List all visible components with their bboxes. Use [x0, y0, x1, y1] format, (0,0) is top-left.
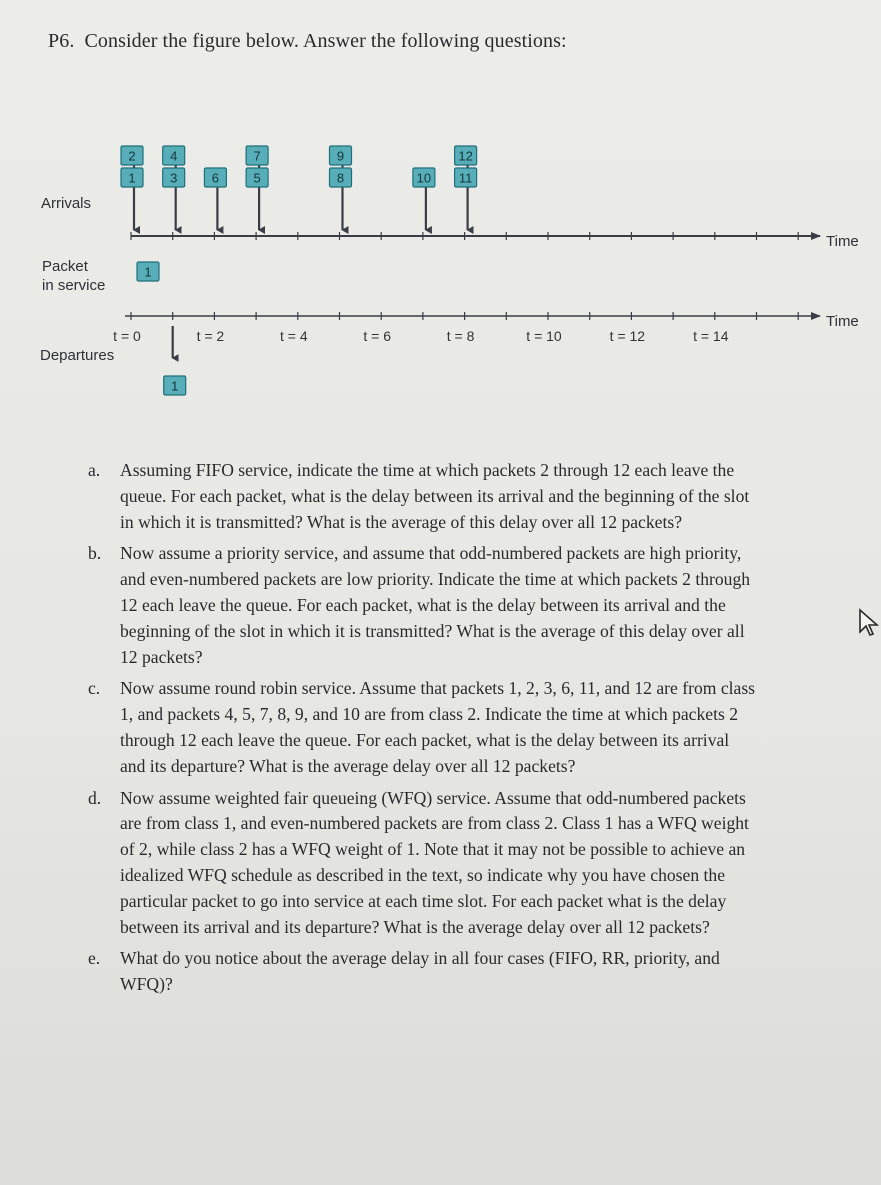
question-item: [88, 946, 758, 998]
arrival-packet-label: 7: [253, 148, 261, 164]
time-tick-label: t = 6: [363, 328, 392, 344]
arrival-packet-label: 10: [416, 170, 432, 186]
arrival-packet-label: 5: [253, 170, 261, 186]
arrival-packet-label: 6: [211, 170, 220, 186]
question-letter: b.: [88, 543, 102, 564]
time-axis-label-arrivals: Time: [826, 233, 859, 250]
arrival-packet-label: 4: [170, 148, 178, 164]
departures-label: Departures: [40, 347, 115, 364]
time-tick-label: t = 8: [446, 328, 475, 344]
question-letter: a.: [88, 460, 101, 480]
question-list: [88, 458, 758, 1004]
arrival-packet-label: 2: [128, 148, 136, 164]
packet-timeline-diagram: [0, 0, 881, 420]
arrival-packet-label: 9: [336, 148, 345, 164]
time-tick-label: t = 0: [113, 328, 141, 344]
time-tick-label: t = 4: [279, 328, 308, 344]
question-text: Now assume a priority service, and assume that odd-numbered packets are high priority, and even-numbered packets are low priority. Indicate the time at which packets 2 through 12 each leave the queue. For each packet, what is the delay between its arrival and the beginning of the slot in which it is transmitted? What is the average of this delay over all 12 packets?: [120, 543, 751, 667]
arrival-packet-label: 1: [128, 170, 136, 186]
question-text: Now assume round robin service. Assume that packets 1, 2, 3, 6, 11, and 12 are from class 1, and packets 4, 5, 7, 8, 9, and 10 are from class 2. Indicate the time at which packets 2 through 12 each leave the queue. For each packet, what is the delay between its arrival and its departure? What is the average delay over all 12 packets?: [120, 678, 756, 776]
problem-number: P6.: [48, 30, 75, 52]
question-text: Assuming FIFO service, indicate the time at which packets 2 through 12 each leave the queue. For each packet, what is the delay between its arrival and the beginning of the slot in which it is transmitted? What is the average of this delay over all 12 packets?: [120, 460, 750, 532]
question-item: [88, 458, 758, 535]
packet-in-service-label-line2: in service: [42, 277, 106, 294]
question-letter: d.: [88, 787, 102, 808]
question-text: What do you notice about the average delay in all four cases (FIFO, RR, priority, and WFQ)?: [120, 948, 720, 995]
arrival-packet-label: 12: [458, 148, 473, 164]
question-item: [88, 541, 758, 670]
departed-packet-label: 1: [171, 378, 179, 394]
in-service-packet-label: 1: [144, 264, 152, 280]
mouse-cursor-icon: [858, 608, 880, 638]
arrivals-label: Arrivals: [41, 195, 92, 212]
problem-prompt: Consider the figure below. Answer the following questions:: [84, 30, 567, 52]
time-axis-label-service: Time: [826, 313, 859, 330]
question-text: Now assume weighted fair queueing (WFQ) service. Assume that odd-numbered packets are from class 1, and even-numbered packets are from class 2. Class 1 has a WFQ weight of 2, while class 2 has a WFQ weight of 1. Note that it may not be possible to achieve an idealized WFQ schedule as described in the text, so indicate why you have chosen the particular packet to go into service at each time slot. For each packet what is the delay between its arrival and its departure? What is the average delay over all 12 packets?: [120, 787, 749, 937]
question-letter: c.: [88, 678, 101, 699]
packet-in-service-label-line1: Packet: [42, 258, 88, 275]
arrival-packet-label: 8: [336, 170, 345, 186]
arrival-packet-label: 3: [170, 170, 178, 186]
question-item: [88, 786, 758, 941]
time-tick-label: t = 14: [693, 328, 729, 344]
time-tick-label: t = 10: [526, 328, 562, 344]
time-tick-label: t = 12: [609, 328, 646, 344]
question-letter: e.: [88, 948, 101, 969]
time-tick-label: t = 2: [196, 328, 225, 344]
question-item: [88, 676, 758, 779]
arrival-packet-label: 11: [458, 170, 473, 186]
